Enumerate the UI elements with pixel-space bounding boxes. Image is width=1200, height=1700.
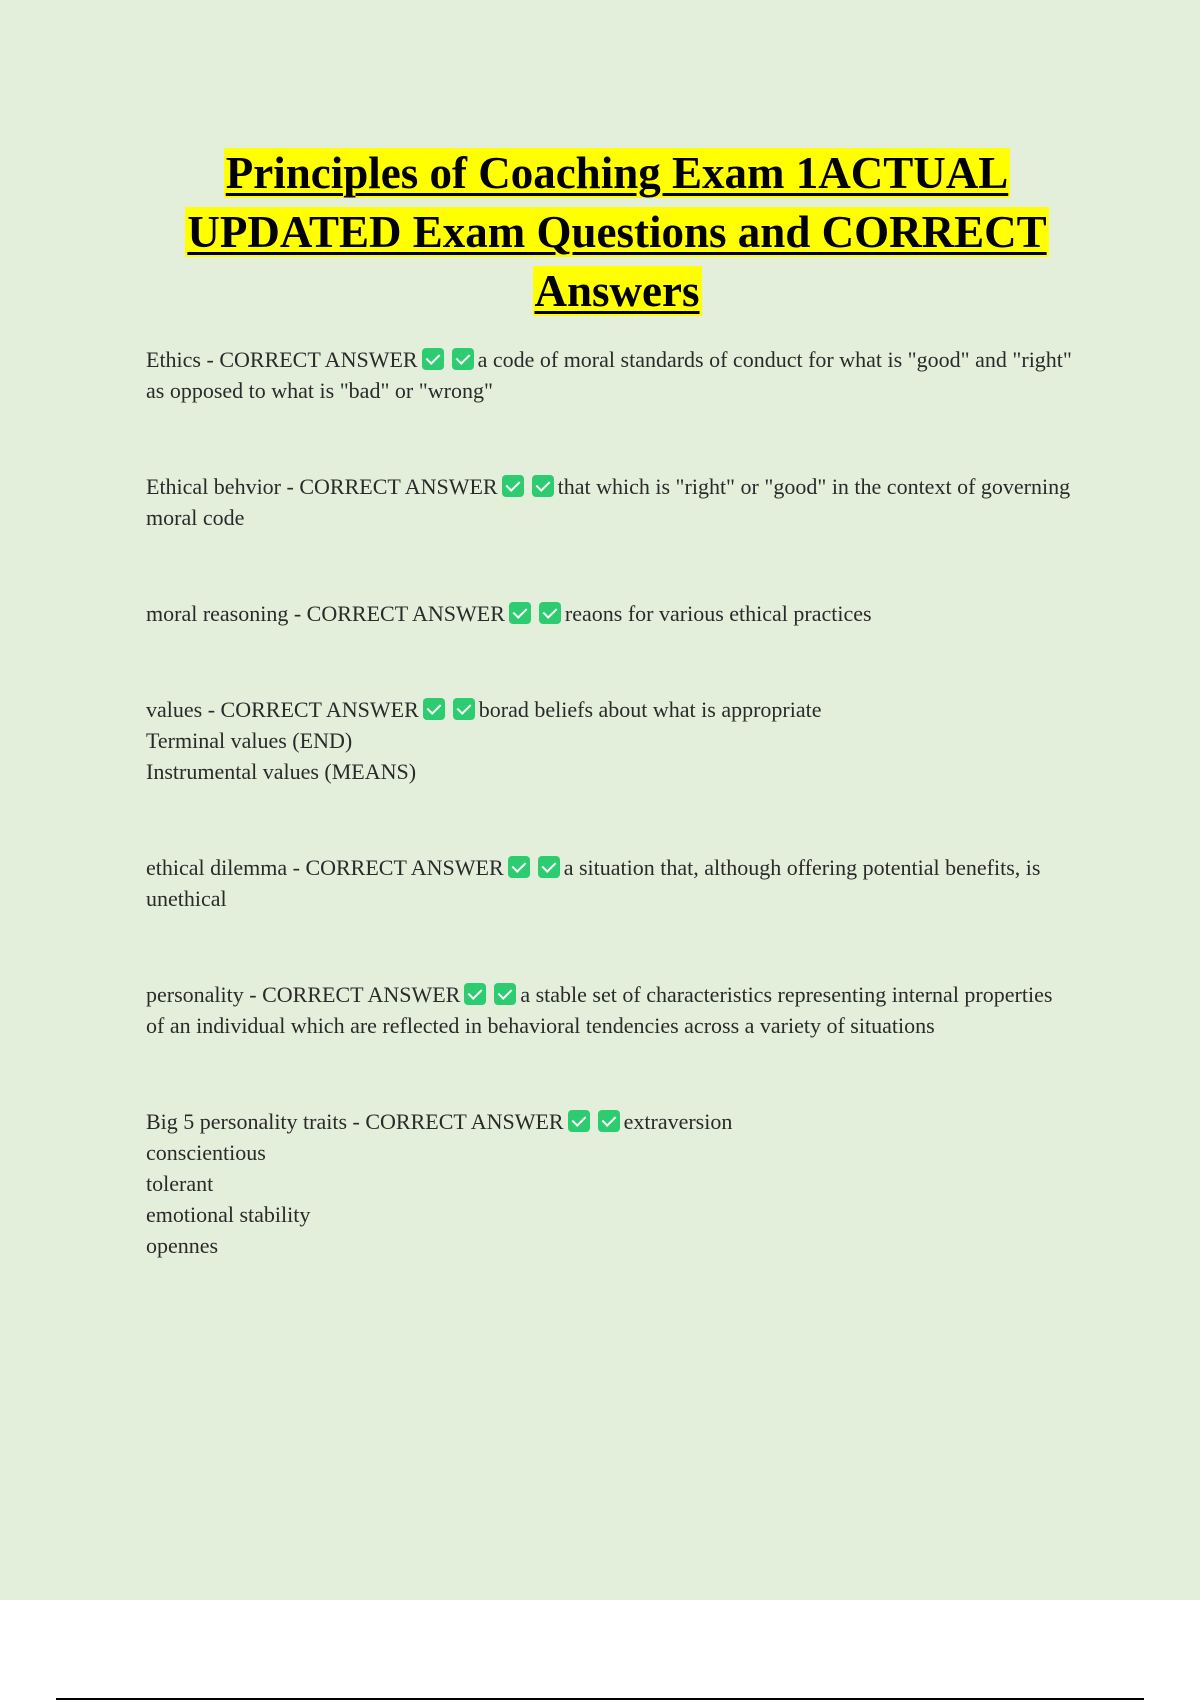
definition: a situation that, although offering potential benefits, is unethical — [146, 855, 1041, 911]
check-mark-icon — [502, 475, 524, 497]
term: Big 5 personality traits - — [146, 1109, 366, 1134]
check-mark-icon — [539, 602, 561, 624]
answer-marker: CORRECT ANSWER — [219, 347, 418, 372]
definition: borad beliefs about what is appropriate — [478, 697, 822, 722]
term: ethical dilemma - — [146, 855, 306, 880]
qa-list — [146, 344, 1076, 1261]
check-mark-icon — [508, 856, 530, 878]
qa-line — [146, 344, 1076, 406]
check-mark-icon — [452, 348, 474, 370]
term: personality - — [146, 982, 263, 1007]
definition: a stable set of characteristics representing internal properties of an individual which are reflected in behavioral tendencies across a variety of situations — [146, 982, 1053, 1038]
check-mark-icon — [598, 1110, 620, 1132]
check-mark-icon — [568, 1110, 590, 1132]
term: values - — [146, 697, 221, 722]
qa-line — [146, 852, 1076, 914]
definition: a code of moral standards of conduct for what is "good" and "right" as opposed to what is "bad" or "wrong" — [146, 347, 1072, 403]
check-mark-icon — [422, 348, 444, 370]
check-mark-icon — [494, 983, 516, 1005]
check-mark-icon — [509, 602, 531, 624]
title-highlight: Principles of Coaching Exam 1ACTUAL UPDATED Exam Questions and CORRECT Answers — [187, 148, 1047, 316]
extra-line: Instrumental values (MEANS) — [146, 759, 417, 784]
check-mark-icon — [423, 698, 445, 720]
extra-line: opennes — [146, 1233, 219, 1258]
answer-marker: CORRECT ANSWER — [220, 697, 419, 722]
extra-line: Terminal values (END) — [146, 728, 353, 753]
qa-line — [146, 598, 1076, 629]
definition: extraversion — [623, 1109, 733, 1134]
answer-marker: CORRECT ANSWER — [306, 601, 505, 626]
qa-line — [146, 471, 1076, 533]
answer-marker: CORRECT ANSWER — [365, 1109, 564, 1134]
qa-entry-values — [146, 694, 1076, 787]
check-mark-icon — [464, 983, 486, 1005]
check-mark-icon — [532, 475, 554, 497]
check-mark-icon — [538, 856, 560, 878]
qa-line — [146, 694, 1076, 725]
term: moral reasoning - — [146, 601, 307, 626]
qa-line — [146, 979, 1076, 1041]
answer-marker: CORRECT ANSWER — [299, 474, 498, 499]
qa-entry-ethical-dilemma — [146, 852, 1076, 914]
check-mark-icon — [453, 698, 475, 720]
answer-marker: CORRECT ANSWER — [305, 855, 504, 880]
qa-entry-big-5 — [146, 1106, 1076, 1261]
qa-line — [146, 1106, 1076, 1137]
term: Ethical behvior - — [146, 474, 300, 499]
qa-entry-personality — [146, 979, 1076, 1041]
qa-entry-moral-reasoning — [146, 598, 1076, 629]
extra-line: conscientious — [146, 1140, 266, 1165]
document-title — [130, 144, 1104, 321]
extra-line: emotional stability — [146, 1202, 311, 1227]
term: Ethics - — [146, 347, 220, 372]
answer-marker: CORRECT ANSWER — [262, 982, 461, 1007]
definition: that which is "right" or "good" in the context of governing moral code — [146, 474, 1071, 530]
definition: reaons for various ethical practices — [564, 601, 872, 626]
extra-line: tolerant — [146, 1171, 214, 1196]
qa-entry-ethics — [146, 344, 1076, 406]
qa-entry-ethical-behavior — [146, 471, 1076, 533]
